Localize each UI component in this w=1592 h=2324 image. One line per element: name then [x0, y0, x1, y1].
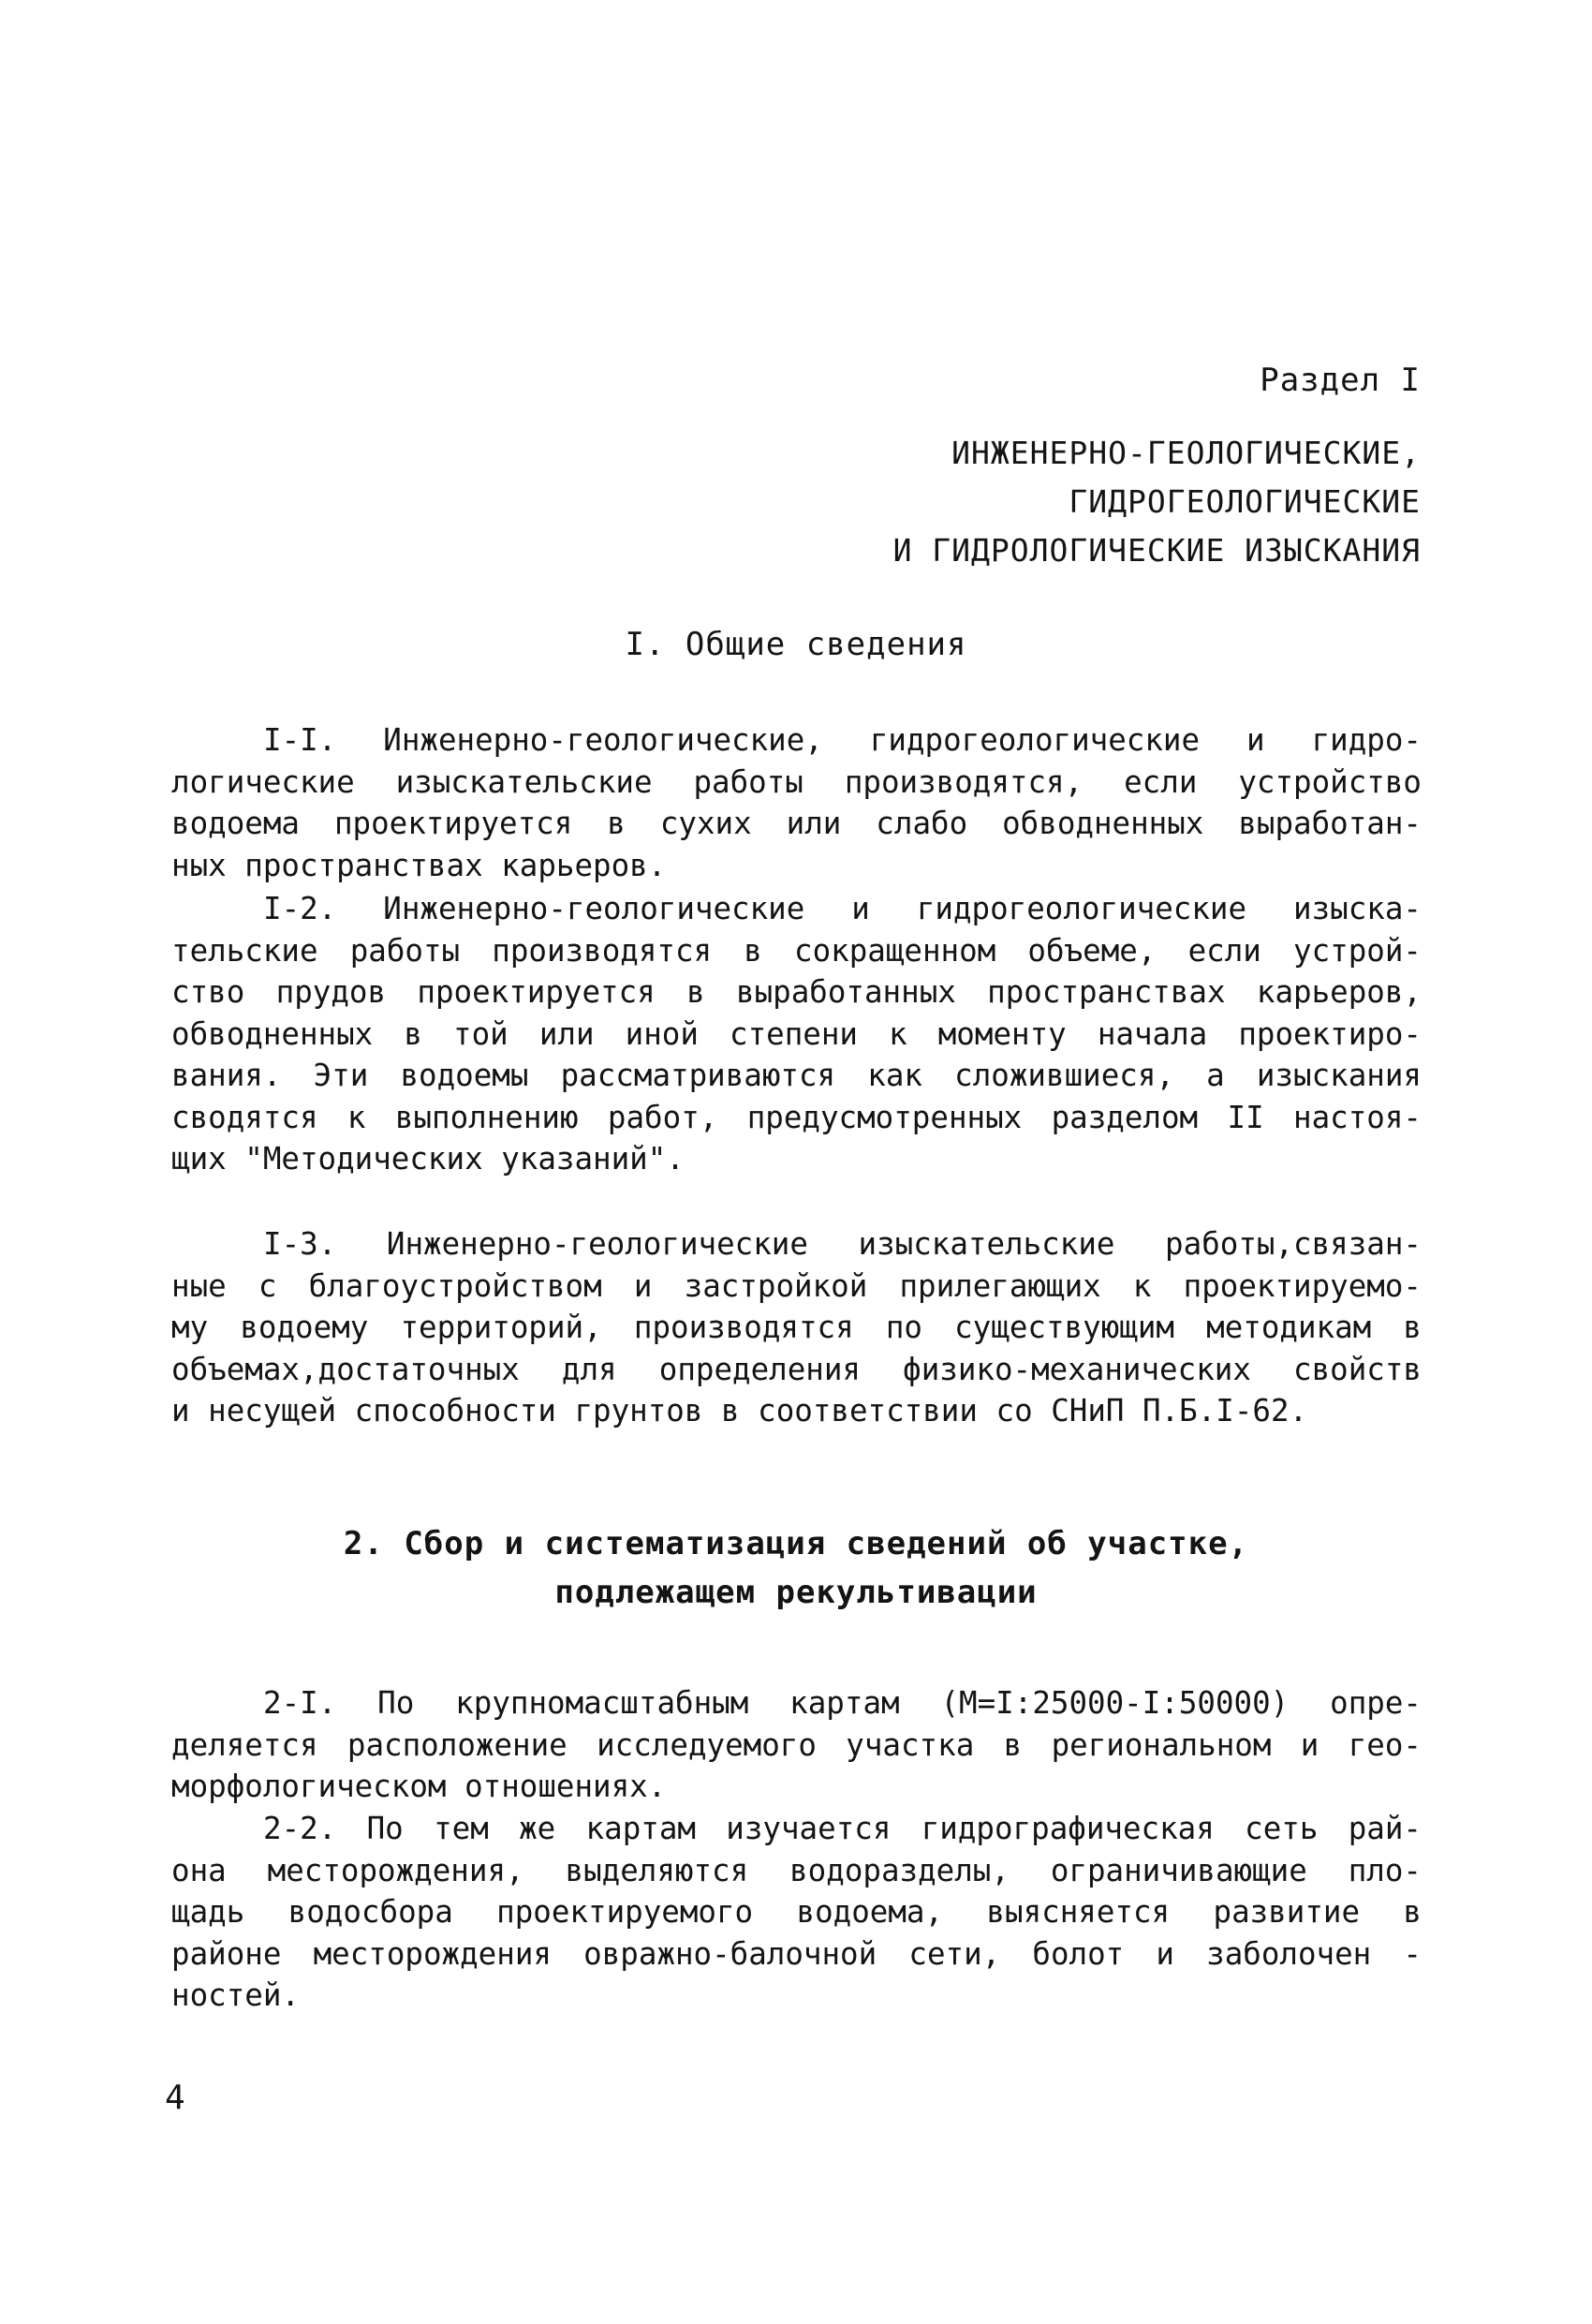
text-line: логические изыскательские работы производятся, если устройство	[171, 763, 1422, 800]
text-line: ных пространствах карьеров.	[171, 847, 667, 883]
text-line: I-I. Инженерно-геологические, гидрогеологические и гидро-	[263, 722, 1422, 758]
text-line: I-3. Инженерно-геологические изыскательские работы,связан-	[263, 1226, 1422, 1262]
text-line: щадь водосбора проектируемого водоема, выясняется развитие в	[171, 1894, 1422, 1930]
section-label: Раздел I	[1260, 362, 1421, 399]
text-line: му водоему территорий, производятся по существующим методикам в	[171, 1310, 1422, 1345]
heading-data-collection	[0, 1519, 1592, 1617]
heading-line: I. Общие сведения	[625, 626, 967, 663]
paragraph-2-2	[171, 1808, 1422, 2017]
text-line: объемах,достаточных для определения физико-механических свойств	[171, 1351, 1422, 1387]
text-line: вания. Эти водоемы рассматриваются как сложившиеся, а изыскания	[171, 1058, 1422, 1093]
heading-line: подлежащем рекультивации	[554, 1574, 1038, 1611]
text-line: морфологическом отношениях.	[171, 1769, 667, 1804]
section-title	[893, 429, 1421, 575]
text-line: ностей.	[171, 1977, 300, 2013]
paragraph-1-1	[171, 719, 1422, 886]
text-line: тельские работы производятся в сокращенном объеме, если устрой-	[171, 932, 1422, 969]
section-title-line: ИНЖЕНЕРНО-ГЕОЛОГИЧЕСКИЕ,	[951, 435, 1421, 471]
text-line: 2-I. По крупномасштабным картам (М=I:25000-I:50000) опре-	[263, 1685, 1422, 1721]
text-line: ство прудов проектируется в выработанных пространствах карьеров,	[171, 974, 1422, 1010]
section-title-line: И ГИДРОЛОГИЧЕСКИЕ ИЗЫСКАНИЯ	[892, 532, 1421, 569]
text-line: водоема проектируется в сухих или слабо обводненных выработан-	[171, 806, 1422, 841]
text-line: сводятся к выполнению работ, предусмотренных разделом II настоя-	[171, 1099, 1422, 1135]
text-line: и несущей способности грунтов в соответствии со СНиП П.Б.I-62.	[171, 1393, 1308, 1428]
paragraph-1-3	[171, 1223, 1422, 1432]
text-line: ные с благоустройством и застройкой прилегающих к проектируемо-	[171, 1267, 1422, 1304]
paragraph-1-2	[171, 888, 1422, 1180]
page-number: 4	[165, 2079, 185, 2117]
text-line: 2-2. По тем же картам изучается гидрографическая сеть рай-	[263, 1811, 1422, 1846]
text-line: щих "Методических указаний".	[171, 1141, 685, 1177]
text-line: деляется расположение исследуемого участка в региональном и гео-	[171, 1726, 1422, 1763]
text-line: обводненных в той или иной степени к моменту начала проектиро-	[171, 1015, 1422, 1052]
text-line: I-2. Инженерно-геологические и гидрогеологические изыска-	[263, 891, 1422, 926]
paragraph-2-1	[171, 1682, 1422, 1808]
section-title-line: ГИДРОГЕОЛОГИЧЕСКИЕ	[1069, 483, 1421, 520]
heading-line: 2. Сбор и систематизация сведений об участке,	[343, 1525, 1249, 1562]
text-line: районе месторождения овражно-балочной сети, болот и заболочен -	[171, 1935, 1422, 1972]
text-line: она месторождения, выделяются водоразделы, ограничивающие пло-	[171, 1852, 1422, 1888]
heading-general-info	[0, 620, 1592, 669]
